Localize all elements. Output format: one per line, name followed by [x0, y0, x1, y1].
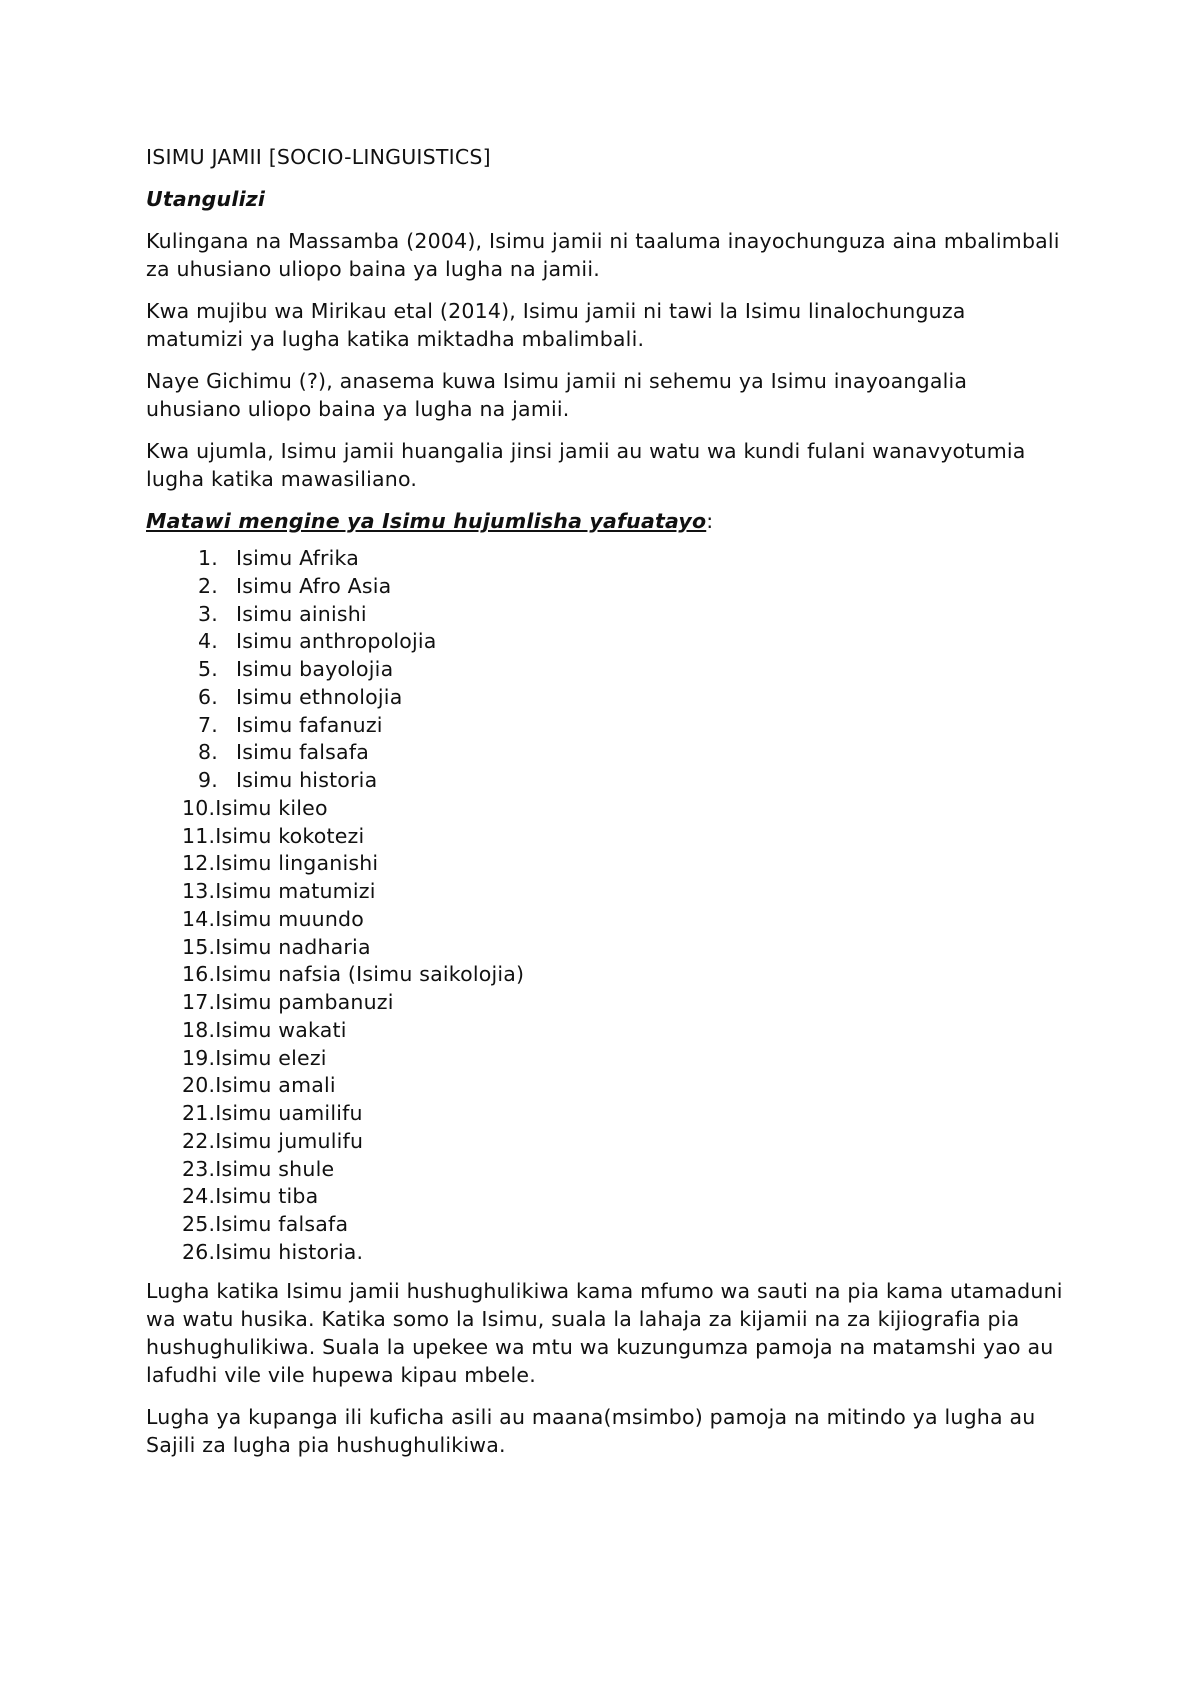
intro-section [146, 227, 1066, 493]
list-item-number: 11. [182, 823, 216, 848]
list-heading [146, 507, 1066, 535]
list-item-number: 12. [182, 851, 216, 876]
paragraph: Lugha katika Isimu jamii hushughulikiwa kama mfumo wa sauti na pia kama utamaduni wa watu husika. Katika somo la Isimu, suala la lahaja za kijamii na za kijiografia pia hushughulikiwa. Suala la upekee wa mtu wa kuzungumza pamoja na matamshi yao au lafudhi vile vile hupewa kipau mbele. [146, 1278, 1063, 1387]
list-item-text: Isimu falsafa [215, 1212, 349, 1236]
list-item-number: 20. [182, 1073, 216, 1098]
document-body [146, 143, 1066, 1473]
list-item-number: 18. [182, 1017, 216, 1042]
list-item-text: Isimu nafsia (Isimu saikolojia) [215, 962, 525, 987]
list-item-number: 19. [182, 1045, 216, 1070]
list-heading-colon: : [706, 509, 714, 533]
list-item-number: 9. [198, 768, 218, 792]
list-item-number: 26. [182, 1239, 216, 1264]
list-item [146, 1211, 1066, 1239]
list-item-number: 23. [182, 1156, 216, 1181]
list-item-text: Isimu amali [215, 1073, 336, 1098]
list-item-number: 21. [182, 1101, 216, 1125]
list-item-number: 5. [198, 657, 218, 681]
list-item-text: Isimu ainishi [236, 601, 367, 626]
list-item-text: Isimu Afrika [236, 546, 360, 570]
list-item [146, 1072, 1066, 1100]
list-item [146, 850, 1066, 878]
list-item-text: Isimu elezi [215, 1045, 327, 1070]
document-subtitle: Utangulizi [146, 187, 266, 211]
list-heading-text: Matawi mengine ya Isimu hujumlisha yafuatayo [146, 509, 707, 533]
list-item-text: Isimu jumulifu [215, 1128, 364, 1153]
list-item-text: Isimu linganishi [215, 851, 379, 876]
list-item-text: Isimu bayolojia [236, 657, 394, 681]
list-item-text: Isimu nadharia [215, 934, 371, 959]
list-item [146, 628, 1066, 656]
list-item-number: 1. [198, 546, 218, 570]
list-item-number: 16. [182, 962, 216, 987]
list-item-text: Isimu uamilifu [215, 1101, 363, 1125]
list-item [146, 1100, 1066, 1128]
list-item-number: 3. [198, 601, 218, 626]
list-item-number: 22. [182, 1128, 216, 1153]
list-item-number: 10. [182, 795, 216, 820]
branches-list [146, 545, 1066, 1267]
list-item-number: 4. [198, 629, 218, 654]
list-item-text: Isimu kileo [215, 795, 328, 820]
list-item [146, 739, 1066, 767]
paragraph: Lugha ya kupanga ili kuficha asili au maana(msimbo) pamoja na mitindo ya lugha au Sajili za lugha pia hushughulikiwa. [146, 1404, 1036, 1457]
list-item [146, 1017, 1066, 1045]
list-item-number: 13. [182, 879, 216, 903]
list-item [146, 1183, 1066, 1211]
list-item [146, 795, 1066, 823]
list-item-text: Isimu shule [215, 1156, 335, 1181]
list-item-number: 2. [198, 573, 218, 598]
list-item-number: 17. [182, 990, 216, 1014]
list-item [146, 656, 1066, 684]
list-item [146, 684, 1066, 712]
list-item-text: Isimu kokotezi [215, 823, 365, 848]
list-item [146, 545, 1066, 573]
list-item [146, 878, 1066, 906]
list-item [146, 823, 1066, 851]
list-item [146, 934, 1066, 962]
list-item [146, 1156, 1066, 1184]
list-item [146, 989, 1066, 1017]
list-item-text: Isimu tiba [215, 1184, 319, 1209]
list-item-number: 7. [198, 712, 218, 737]
paragraph: Kulingana na Massamba (2004), Isimu jamii ni taaluma inayochunguza aina mbalimbali za uhusiano uliopo baina ya lugha na jamii. [146, 229, 1060, 281]
paragraph: Kwa ujumla, Isimu jamii huangalia jinsi jamii au watu wa kundi fulani wanavyotumia lugha katika mawasiliano. [146, 439, 1026, 491]
list-item-number: 25. [182, 1212, 216, 1236]
list-item-text: Isimu muundo [215, 906, 365, 931]
list-item-number: 6. [198, 684, 218, 709]
list-item-text: Isimu historia. [215, 1239, 364, 1264]
list-item [146, 1045, 1066, 1073]
outro-section [146, 1277, 1066, 1459]
document-title: ISIMU JAMII [SOCIO-LINGUISTICS] [146, 145, 491, 169]
list-item-text: Isimu anthropolojia [236, 629, 437, 654]
list-item-number: 8. [198, 740, 218, 765]
list-item [146, 1239, 1066, 1267]
paragraph: Kwa mujibu wa Mirikau etal (2014), Isimu jamii ni tawi la Isimu linalochunguza matumizi ya lugha katika miktadha mbalimbali. [146, 299, 966, 351]
list-item-text: Isimu falsafa [236, 740, 369, 765]
list-item-text: Isimu Afro Asia [236, 573, 392, 598]
list-item [146, 573, 1066, 601]
list-item [146, 712, 1066, 740]
list-item-text: Isimu ethnolojia [236, 684, 403, 709]
paragraph: Naye Gichimu (?), anasema kuwa Isimu jamii ni sehemu ya Isimu inayoangalia uhusiano uliopo baina ya lugha na jamii. [146, 369, 968, 421]
list-item-number: 24. [182, 1184, 216, 1209]
list-item-text: Isimu fafanuzi [236, 712, 383, 737]
list-item [146, 767, 1066, 795]
list-item-text: Isimu pambanuzi [215, 990, 394, 1014]
list-item-number: 15. [182, 934, 216, 959]
list-item-text: Isimu historia [236, 768, 378, 792]
list-item [146, 906, 1066, 934]
list-item [146, 961, 1066, 989]
list-item-number: 14. [182, 906, 216, 931]
list-item [146, 1128, 1066, 1156]
list-item [146, 601, 1066, 629]
list-item-text: Isimu matumizi [215, 879, 376, 903]
list-item-text: Isimu wakati [215, 1017, 347, 1042]
